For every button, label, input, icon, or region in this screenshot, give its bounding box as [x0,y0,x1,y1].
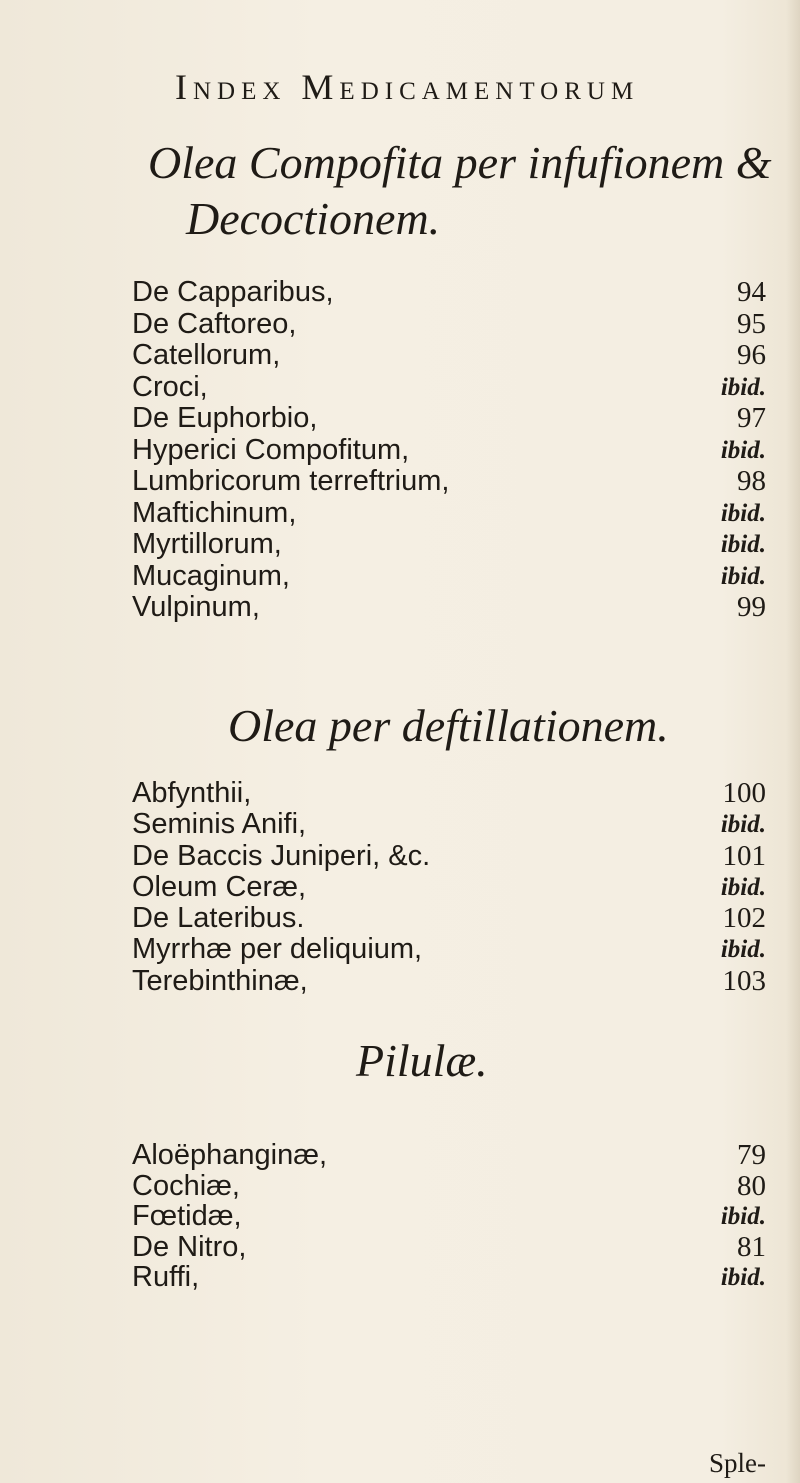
entry-name: Ruffi, [132,1261,200,1293]
entry-page: 96 [737,339,766,371]
index-entry [0,340,800,372]
entry-page: ibid. [720,373,766,401]
index-entry [0,466,800,498]
entry-name: Myrrhæ per deliquium, [132,933,423,966]
entry-page: ibid. [720,499,766,527]
entry-page: 98 [737,465,766,497]
entry-page: ibid. [720,811,766,839]
section-title-infusion-line2: Decoctionem. [186,193,441,244]
entry-name: Croci, [132,370,208,403]
index-entry [0,309,800,341]
running-head: Index Medicamentorum [175,67,640,107]
entry-page: 80 [737,1169,766,1202]
entry-page: 79 [737,1139,766,1171]
entry-page: 81 [737,1230,766,1263]
entry-name: De Lateribus. [132,902,305,935]
index-entry [0,1201,800,1232]
entry-page: 102 [722,902,766,935]
entry-page: 94 [737,276,766,308]
entry-page: 95 [737,307,766,340]
index-list-pills [0,1140,800,1293]
entry-name: Cochiæ, [132,1169,240,1202]
entry-page: ibid. [720,1203,766,1230]
index-entry [0,809,800,840]
entry-name: Lumbricorum terreftrium, [132,465,450,497]
entry-page: ibid. [720,936,766,964]
index-entry [0,403,800,435]
index-list-infusion [0,277,800,624]
index-entry [0,934,800,965]
entry-name: De Nitro, [132,1230,247,1263]
entry-name: Hyperici Compofitum, [132,433,410,466]
entry-name: Fœtidæ, [132,1200,242,1232]
entry-page: 101 [722,839,766,872]
entry-name: Vulpinum, [132,591,260,623]
index-list-distillation [0,778,800,997]
section-title-distillation: Olea per deftillationem. [228,700,669,751]
index-entry [0,1262,800,1293]
index-entry [0,435,800,467]
entry-name: Catellorum, [132,339,281,371]
catchword: Sple- [709,1448,766,1478]
entry-name: Oleum Ceræ, [132,870,307,903]
entry-page: ibid. [720,873,766,901]
index-entry [0,277,800,309]
entry-name: Abfynthii, [132,777,252,809]
entry-page: ibid. [720,531,766,558]
entry-page: 97 [737,402,766,434]
index-entry [0,966,800,997]
index-entry [0,529,800,561]
section-title-infusion-line1: Olea Compofita per infufionem & [148,137,772,188]
section-title-pills: Pilulæ. [356,1035,488,1086]
index-entry [0,872,800,903]
entry-name: De Euphorbio, [132,402,318,434]
entry-name: Terebinthinæ, [132,964,308,997]
index-entry [0,841,800,872]
index-entry [0,1232,800,1263]
index-entry [0,372,800,404]
entry-page: ibid. [720,436,766,464]
entry-name: Seminis Anifi, [132,808,307,841]
index-entry [0,498,800,530]
index-entry [0,903,800,934]
entry-page: ibid. [720,1264,766,1291]
index-entry [0,778,800,809]
entry-name: Myrtillorum, [132,528,282,560]
entry-page: 99 [737,591,766,623]
entry-name: Maftichinum, [132,496,297,529]
entry-page: ibid. [720,562,766,590]
index-entry [0,592,800,624]
entry-name: Mucaginum, [132,559,290,592]
entry-page: 100 [722,777,766,809]
entry-page: 103 [722,964,766,997]
entry-name: De Baccis Juniperi, &c. [132,839,431,872]
entry-name: Aloëphanginæ, [132,1139,328,1171]
entry-name: De Caftoreo, [132,307,297,340]
index-entry [0,1171,800,1202]
index-entry [0,1140,800,1171]
index-entry [0,561,800,593]
entry-name: De Capparibus, [132,276,334,308]
